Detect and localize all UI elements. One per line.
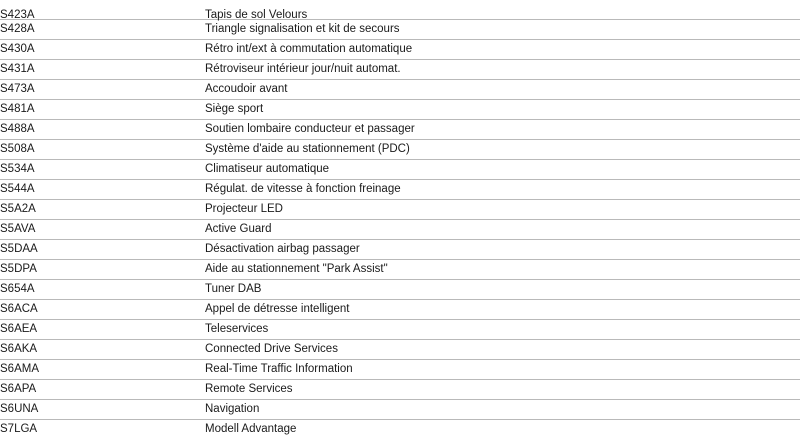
cell-spacer (660, 19, 800, 39)
cell-code: S7LGA (0, 422, 38, 435)
cell-spacer (660, 99, 800, 119)
cell-code: S654A (0, 279, 205, 299)
cell-spacer (660, 119, 800, 139)
cell-description: Teleservices (205, 319, 660, 339)
cell-description: Navigation (205, 399, 660, 419)
cell-code: S544A (0, 179, 205, 199)
table-row (0, 299, 800, 319)
table-row (0, 279, 800, 299)
cell-description: Rétroviseur intérieur jour/nuit automat. (205, 59, 660, 79)
table-row (0, 319, 800, 339)
cell-spacer (660, 339, 800, 359)
cell-description: Triangle signalisation et kit de secours (205, 19, 660, 39)
cell-spacer (660, 399, 800, 419)
cell-description: Remote Services (205, 379, 660, 399)
table-row (0, 179, 800, 199)
cell-spacer (660, 39, 800, 59)
cell-description: Tapis de sol Velours (205, 0, 660, 19)
cell-description: Soutien lombaire conducteur et passager (205, 119, 660, 139)
cell-description: Rétro int/ext à commutation automatique (205, 39, 660, 59)
cell-code: S5DPA (0, 259, 205, 279)
cell-description: Projecteur LED (205, 199, 660, 219)
cell-code: S481A (0, 99, 205, 119)
cell-code: S534A (0, 159, 205, 179)
table-row (0, 219, 800, 239)
cell-code: S5A2A (0, 199, 205, 219)
cell-code: S6APA (0, 379, 205, 399)
cell-code: S6AKA (0, 339, 205, 359)
cell-code: S6ACA (0, 299, 205, 319)
cell-description: Real-Time Traffic Information (205, 359, 660, 379)
cell-description: Accoudoir avant (205, 79, 660, 99)
cell-description: Aide au stationnement "Park Assist" (205, 259, 660, 279)
cell-spacer (660, 219, 800, 239)
cell-code: S6AMA (0, 359, 205, 379)
cell-spacer (660, 259, 800, 279)
cell-code: S488A (0, 119, 205, 139)
table-row (0, 19, 800, 39)
cell-description: Connected Drive Services (205, 339, 660, 359)
table-row (0, 339, 800, 359)
cell-code: S6UNA (0, 399, 205, 419)
cell-description: Siège sport (205, 99, 660, 119)
cell-code: S428A (0, 19, 205, 39)
cell-spacer (660, 239, 800, 259)
cell-description: Tuner DAB (205, 279, 660, 299)
cell-description: Climatiseur automatique (205, 159, 660, 179)
cell-description: Régulat. de vitesse à fonction freinage (205, 179, 660, 199)
cell-code: S423A (0, 0, 205, 19)
cell-spacer (660, 179, 800, 199)
cell-description: Appel de détresse intelligent (205, 299, 660, 319)
cell-code: S431A (0, 59, 205, 79)
table-row (0, 159, 800, 179)
cell-spacer (660, 199, 800, 219)
table-row (0, 379, 800, 399)
table-row (0, 359, 800, 379)
cell-code: S430A (0, 39, 205, 59)
cell-code: S508A (0, 139, 205, 159)
cell-spacer (660, 79, 800, 99)
table-row (0, 199, 800, 219)
table-row (0, 139, 800, 159)
cell-spacer (660, 59, 800, 79)
table-row (0, 259, 800, 279)
table-row (0, 99, 800, 119)
cell-description: Système d'aide au stationnement (PDC) (205, 139, 660, 159)
cell-spacer (660, 299, 800, 319)
table-row (0, 399, 800, 419)
cell-spacer (660, 139, 800, 159)
cell-spacer (660, 359, 800, 379)
table-row (0, 79, 800, 99)
table-row (0, 119, 800, 139)
cell-code: S6AEA (0, 319, 205, 339)
table-row (0, 39, 800, 59)
cell-spacer (660, 279, 800, 299)
cell-description: Modell Advantage (205, 422, 297, 435)
cell-description: Active Guard (205, 219, 660, 239)
cell-code: S5DAA (0, 239, 205, 259)
table-row (0, 59, 800, 79)
cell-spacer (660, 319, 800, 339)
table-row (0, 0, 800, 19)
cell-description: Désactivation airbag passager (205, 239, 660, 259)
table-row (0, 419, 800, 439)
table-row (0, 239, 800, 259)
cell-spacer (660, 159, 800, 179)
cell-spacer (660, 419, 800, 439)
cell-spacer (660, 379, 800, 399)
cell-spacer (660, 0, 800, 19)
cell-code: S473A (0, 79, 205, 99)
cell-code: S5AVA (0, 219, 205, 239)
